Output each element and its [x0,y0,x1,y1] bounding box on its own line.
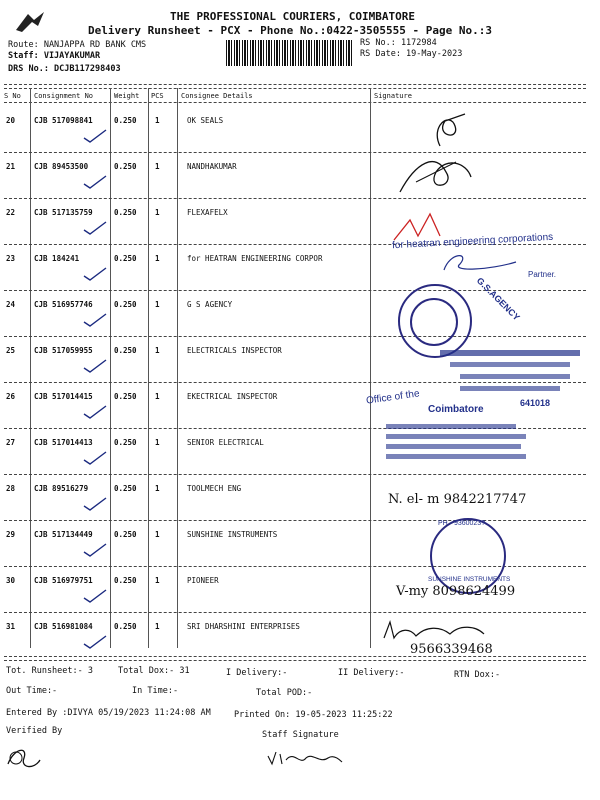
gs-agency-stamp-text: G.S.AGENCY [474,275,522,323]
row-weight: 0.250 [114,484,137,493]
row-consignee: ELECTRICALS INSPECTOR [187,346,282,355]
tick-mark [82,634,108,650]
row-consignment-no: CJB 516979751 [34,576,93,585]
row-pcs: 1 [155,576,160,585]
tick-mark [82,588,108,604]
row-consignment-no: CJB 517014413 [34,438,93,447]
row-consignee: OK SEALS [187,116,224,125]
row-consignee: SUNSHINE INSTRUMENTS [187,530,278,539]
total-dox: Total Dox:- 31 [118,666,190,676]
tick-mark [82,174,108,190]
col-pcs: PCS [151,92,164,100]
staff-signature [264,744,344,770]
footer-divider [4,660,586,661]
row-sno: 22 [6,208,16,217]
row-consignee: G S AGENCY [187,300,233,309]
row-pcs: 1 [155,484,160,493]
entered-by: Entered By :DIVYA 05/19/2023 11:24:08 AM [6,708,211,718]
row-weight: 0.250 [114,576,137,585]
header-divider [4,84,586,85]
barcode [226,40,354,66]
row-weight: 0.250 [114,530,137,539]
row-weight: 0.250 [114,622,137,631]
row-consignment-no: CJB 516957746 [34,300,93,309]
tamil-stamp-lines-2 [386,420,536,470]
ii-delivery: II Delivery:- [338,668,405,678]
row-pcs: 1 [155,116,160,125]
row-sno: 21 [6,162,16,171]
row-weight: 0.250 [114,208,137,217]
row-divider [4,290,586,291]
row-pcs: 1 [155,346,160,355]
signature-row31 [380,618,490,644]
partner-text: Partner. [528,270,557,279]
company-title: THE PROFESSIONAL COURIERS, COIMBATORE [170,10,416,23]
row-sno: 30 [6,576,16,585]
row-divider [4,612,586,613]
out-time: Out Time:- [6,686,58,696]
row-consignee: for HEATRAN ENGINEERING CORPOR [187,254,323,263]
tick-mark [82,128,108,144]
printed-on: Printed On: 19-05-2023 11:25:22 [234,710,393,720]
row-weight: 0.250 [114,346,137,355]
row-divider [4,152,586,153]
row-consignment-no: CJB 517134449 [34,530,93,539]
row-sno: 31 [6,622,16,631]
tick-mark [82,220,108,236]
tot-runsheet: Tot. Runsheet:- 3 [6,666,93,676]
col-weight: Weight [114,92,140,100]
row-weight: 0.250 [114,162,137,171]
col-consignee: Consignee Details [181,92,253,100]
row-pcs: 1 [155,162,160,171]
row-consignee: SRI DHARSHINI ENTERPRISES [187,622,300,631]
row-consignment-no: CJB 517059955 [34,346,93,355]
col-consignment: Consignment No [34,92,94,100]
tick-mark [82,266,108,282]
row-sno: 25 [6,346,16,355]
row-pcs: 1 [155,300,160,309]
header-divider [4,88,586,89]
row-sno: 23 [6,254,16,263]
in-time: In Time:- [132,686,179,696]
row-consignee: PIONEER [187,576,219,585]
row-divider [4,656,586,657]
row-weight: 0.250 [114,392,137,401]
row-consignment-no: CJB 517098841 [34,116,93,125]
colhead-divider [4,102,586,103]
rtn-dox: RTN Dox:- [454,670,501,680]
table-row [0,618,600,664]
row-pcs: 1 [155,254,160,263]
tamil-stamp-lines [440,340,590,400]
tick-mark [82,450,108,466]
row-pcs: 1 [155,392,160,401]
runsheet-subtitle: Delivery Runsheet - PCX - Phone No.:0422-3505555 - Page No.:3 [88,24,492,37]
row-pcs: 1 [155,438,160,447]
row-consignment-no: CJB 184241 [34,254,80,263]
row-consignee: EKECTRICAL INSPECTOR [187,392,278,401]
row-divider [4,520,586,521]
handwritten-phone-row28: N. el- m 9842217747 [388,492,527,507]
verified-by: Verified By [6,726,63,736]
coimbatore-stamp-text: Coimbatore [428,404,484,415]
col-sno: S No [4,92,21,100]
row-sno: 20 [6,116,16,125]
pin-stamp-text: 641018 [520,398,551,408]
tick-mark [82,358,108,374]
row-weight: 0.250 [114,116,137,125]
row-sno: 24 [6,300,16,309]
tick-mark [82,312,108,328]
row-consignment-no: CJB 89453500 [34,162,89,171]
handwritten-phone-row31: 9566339468 [410,642,493,657]
row-pcs: 1 [155,208,160,217]
row-weight: 0.250 [114,300,137,309]
row-consignee: FLEXAFELX [187,208,228,217]
row-sno: 27 [6,438,16,447]
row-sno: 29 [6,530,16,539]
sunshine-stamp-text: SUNSHINE INSTRUMENTS [428,576,511,583]
handwritten-phone-row30: V-my 8098624499 [396,584,516,599]
i-delivery: I Delivery:- [226,668,288,678]
gs-agency-stamp-inner [410,298,458,346]
tick-mark [82,542,108,558]
verifier-signature [4,744,44,774]
row-consignee: TOOLMECH ENG [187,484,242,493]
rs-date: RS Date: 19-May-2023 [360,49,463,59]
signature-row20 [420,106,480,152]
row-consignment-no: CJB 517014415 [34,392,93,401]
row-consignee: NANDHAKUMAR [187,162,237,171]
staff-label: Staff: VIJAYAKUMAR [8,51,101,61]
row-pcs: 1 [155,530,160,539]
office-stamp-text: Office of the [365,388,421,407]
drs-number: DRS No.: DCJB117298403 [8,64,121,74]
row-consignee: SENIOR ELECTRICAL [187,438,264,447]
sunshine-stamp-ph: PH - 9360023? [438,520,486,527]
row-sno: 28 [6,484,16,493]
rs-number: RS No.: 1172984 [360,38,437,48]
row-weight: 0.250 [114,254,137,263]
signature-row21 [396,152,476,198]
col-signature: Signature [374,92,412,100]
row-consignment-no: CJB 517135759 [34,208,93,217]
row-divider [4,336,586,337]
row-pcs: 1 [155,622,160,631]
route-label: Route: NANJAPPA RD BANK CMS [8,40,147,50]
staff-signature-label: Staff Signature [262,730,339,740]
row-divider [4,198,586,199]
row-divider [4,474,586,475]
heatran-stamp-text: for heatran engineering corporations [391,231,554,252]
row-weight: 0.250 [114,438,137,447]
tick-mark [82,496,108,512]
row-sno: 26 [6,392,16,401]
signature-row23 [440,250,520,276]
row-consignment-no: CJB 89516279 [34,484,89,493]
total-pod: Total POD:- [256,688,313,698]
company-logo [14,10,48,38]
row-consignment-no: CJB 516981084 [34,622,93,631]
tick-mark [82,404,108,420]
